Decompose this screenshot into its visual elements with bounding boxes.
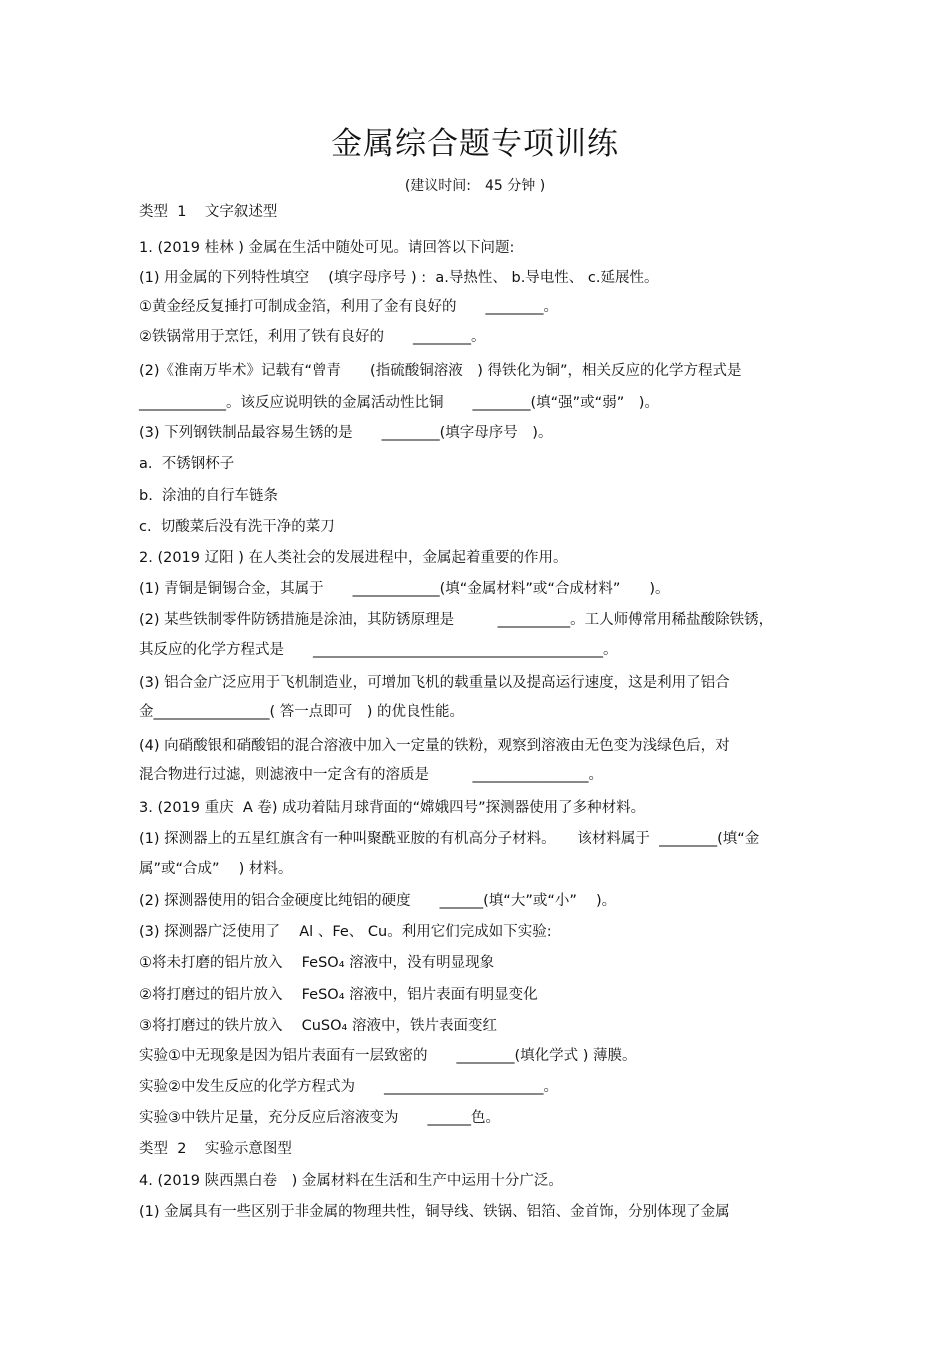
question-line: 属”或“合成” ) 材料。 — [139, 861, 293, 877]
question-line: 3. (2019 重庆 A 卷) 成功着陆月球背面的“嫦娥四号”探测器使用了多种材料。 — [139, 800, 646, 816]
question-line: (1) 青铜是铜锡合金，其属于 ____________(填“金属材料”或“合成材料” )。 — [139, 581, 670, 597]
question-line: (2) 某些铁制零件防锈措施是涂油，其防锈原理是 __________。工人师傅常用稀盐酸除铁锈， — [139, 612, 774, 628]
question-line: ____________。该反应说明铁的金属活动性比铜 ________(填“强”或“弱” )。 — [139, 395, 659, 411]
option-line: c. 切酸菜后没有洗干净的菜刀 — [139, 519, 335, 535]
question-line: 混合物进行过滤，则滤液中一定含有的溶质是 ________________。 — [139, 767, 603, 783]
question-line: 4. (2019 陕西黑白卷 ) 金属材料在生活和生产中运用十分广泛。 — [139, 1173, 563, 1189]
question-line: (1) 金属具有一些区别于非金属的物理共性，铜导线、铁锅、铝箔、金首饰，分别体现了金属 — [139, 1204, 730, 1220]
question-line: (2)《淮南万毕术》记载有“曾青 (指硫酸铜溶液 ) 得铁化为铜”，相关反应的化学方程式是 — [139, 363, 742, 379]
question-line: (4) 向硝酸银和硝酸铝的混合溶液中加入一定量的铁粉，观察到溶液由无色变为浅绿色后，对 — [139, 738, 730, 754]
question-line: (3) 探测器广泛使用了 Al 、Fe、 Cu。利用它们完成如下实验: — [139, 924, 552, 940]
section-heading: 类型 2 实验示意图型 — [139, 1141, 292, 1157]
question-line: (3) 下列钢铁制品最容易生锈的是 ________(填字母序号 )。 — [139, 425, 553, 441]
question-line: ③将打磨过的铁片放入 CuSO₄ 溶液中，铁片表面变红 — [139, 1018, 497, 1034]
question-line: ②铁锅常用于烹饪，利用了铁有良好的 ________。 — [139, 329, 486, 345]
page-title: 金属综合题专项训练 — [331, 126, 619, 162]
question-line: 金________________( 答一点即可 ) 的优良性能。 — [139, 704, 465, 720]
question-line: 其反应的化学方程式是 ________________________________________。 — [139, 642, 618, 658]
section-heading: 类型 1 文字叙述型 — [139, 204, 278, 220]
suggested-time: (建议时间: 45 分钟 ) — [404, 178, 546, 194]
option-line: a. 不锈钢杯子 — [139, 456, 235, 472]
question-line: 实验②中发生反应的化学方程式为 ______________________。 — [139, 1079, 558, 1095]
question-line: ①黄金经反复捶打可制成金箔，利用了金有良好的 ________。 — [139, 299, 558, 315]
question-line: 1. (2019 桂林 ) 金属在生活中随处可见。请回答以下问题: — [139, 240, 515, 256]
option-line: b. 涂油的自行车链条 — [139, 488, 279, 504]
question-line: ①将未打磨的铝片放入 FeSO₄ 溶液中，没有明显现象 — [139, 955, 495, 971]
question-line: 实验③中铁片足量，充分反应后溶液变为 ______色。 — [139, 1110, 500, 1126]
question-line: 实验①中无现象是因为铝片表面有一层致密的 ________(填化学式 ) 薄膜。 — [139, 1048, 637, 1064]
question-line: ②将打磨过的铝片放入 FeSO₄ 溶液中，铝片表面有明显变化 — [139, 987, 538, 1003]
question-line: (3) 铝合金广泛应用于飞机制造业，可增加飞机的载重量以及提高运行速度，这是利用了铝合 — [139, 675, 730, 691]
question-line: (1) 探测器上的五星红旗含有一种叫聚酰亚胺的有机高分子材料。 该材料属于 ________(填“金 — [139, 831, 760, 847]
question-line: (1) 用金属的下列特性填空 (填字母序号 ) : a.导热性、 b.导电性、 c.延展性。 — [139, 270, 659, 286]
question-line: 2. (2019 辽阳 ) 在人类社会的发展进程中，金属起着重要的作用。 — [139, 550, 568, 566]
question-line: (2) 探测器使用的铝合金硬度比纯铝的硬度 ______(填“大”或“小” )。 — [139, 893, 617, 909]
